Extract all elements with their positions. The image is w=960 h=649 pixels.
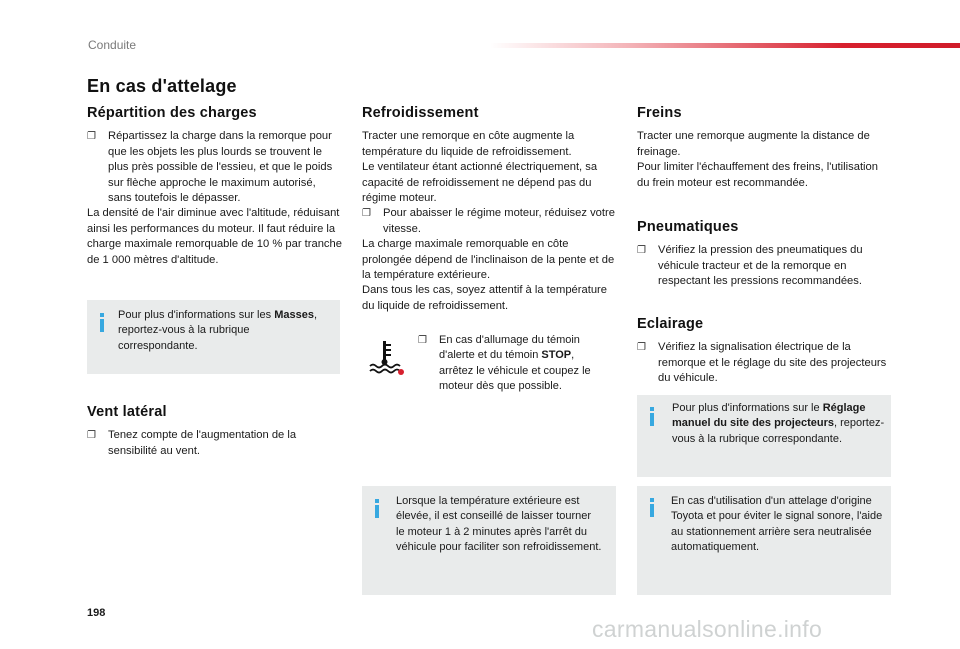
text-freins-1: Tracter une remorque augmente la distance de freinage. [637, 130, 870, 158]
bullet-eclairage: ❐ Vérifiez la signalisation électrique de la remorque et le réglage du site des projecteurs du véhicule. [637, 341, 887, 385]
header-accent-bar [490, 43, 960, 48]
bullet-icon: ❐ [87, 131, 96, 143]
info-note-attelage [637, 486, 891, 595]
info-note-refroidissement-text: Lorsque la température extérieure est élevée, il est conseillé de laisser tourner le moteur 1 à 2 minutes après l'arrêt du véhicule pour faciliter son refroidissement. [396, 495, 602, 554]
warning-stop: ❐ En cas d'allumage du témoin d'alerte et du témoin STOP, arrêtez le véhicule et coupez le moteur dès que possible. [418, 334, 591, 393]
info-icon [647, 498, 657, 517]
heading-eclairage: Eclairage [637, 316, 704, 332]
section-vent [87, 405, 342, 459]
section-freins [637, 106, 890, 191]
bullet-vent: ❐ Tenez compte de l'augmentation de la sensibilité au vent. [87, 429, 297, 457]
heading-repartition: Répartition des charges [87, 105, 257, 121]
heading-vent: Vent latéral [87, 404, 167, 420]
bullet-icon: ❐ [418, 335, 427, 346]
info-note-masses [87, 300, 340, 374]
info-icon [372, 499, 382, 518]
bullet-icon: ❐ [87, 430, 96, 442]
text-refroid-3: La charge maximale remorquable en côte prolongée dépend de l'inclinaison de la pente et de la température extérieure. [362, 238, 615, 282]
text-refroid-4: Dans tous les cas, soyez attentif à la température du liquide de refroidissement. [362, 284, 608, 312]
section-label: Conduite [88, 38, 137, 52]
section-eclairage [637, 317, 890, 387]
bullet-refroid: ❐ Pour abaisser le régime moteur, réduisez votre vitesse. [362, 207, 615, 235]
bullet-repartition: ❐ Répartissez la charge dans la remorque pour que les objets les plus lourds se trouvent le plus près possible de l'essieu, et que le poids sur flèche approche le maximum autorisé, sans toutefois le dépasser. [87, 130, 333, 205]
text-densite: La densité de l'air diminue avec l'altitude, réduisant ainsi les performances du moteur. Il faut réduire la charge maximale remorquable de 10 % par tranche de 1 000 mètres d'altitude. [87, 207, 342, 266]
info-note-refroidissement [362, 486, 616, 595]
bullet-icon: ❐ [362, 208, 371, 220]
text-freins-2: Pour limiter l'échauffement des freins, l'utilisation du frein moteur est recommandée. [637, 161, 878, 189]
section-pneumatiques [637, 220, 890, 290]
info-icon [97, 313, 107, 332]
page-title: En cas d'attelage [87, 76, 237, 96]
page-number: 198 [87, 607, 106, 619]
info-note-attelage-text: En cas d'utilisation d'un attelage d'origine Toyota et pour éviter le signal sonore, l'aide au stationnement arrière sera neutralisée automatiquement. [671, 495, 883, 554]
column-1 [87, 106, 342, 268]
info-icon [647, 407, 657, 426]
heading-freins: Freins [637, 105, 682, 121]
heading-pneumatiques: Pneumatiques [637, 219, 739, 235]
heading-refroidissement: Refroidissement [362, 105, 479, 121]
text-refroid-2: Le ventilateur étant actionné électriquement, sa capacité de refroidissement ne dépend pas du régime moteur. [362, 161, 598, 205]
text-refroid-1: Tracter une remorque en côte augmente la température du liquide de refroidissement. [362, 130, 575, 158]
coolant-temperature-warning-icon [364, 338, 408, 378]
watermark: carmanualsonline.info [592, 616, 823, 642]
info-note-masses-text: Pour plus d'informations sur les Masses, reportez-vous à la rubrique correspondante. [118, 309, 318, 352]
column-2 [362, 106, 620, 314]
info-note-projecteurs [637, 395, 891, 477]
info-note-projecteurs-text: Pour plus d'informations sur le Réglage manuel du site des projecteurs, reportez-vous à la rubrique correspondante. [672, 402, 885, 445]
bullet-icon: ❐ [637, 245, 646, 257]
bullet-pneumatiques: ❐ Vérifiez la pression des pneumatiques du véhicule tracteur et de la remorque en respectant les pressions recommandées. [637, 244, 863, 288]
bullet-icon: ❐ [637, 342, 646, 354]
